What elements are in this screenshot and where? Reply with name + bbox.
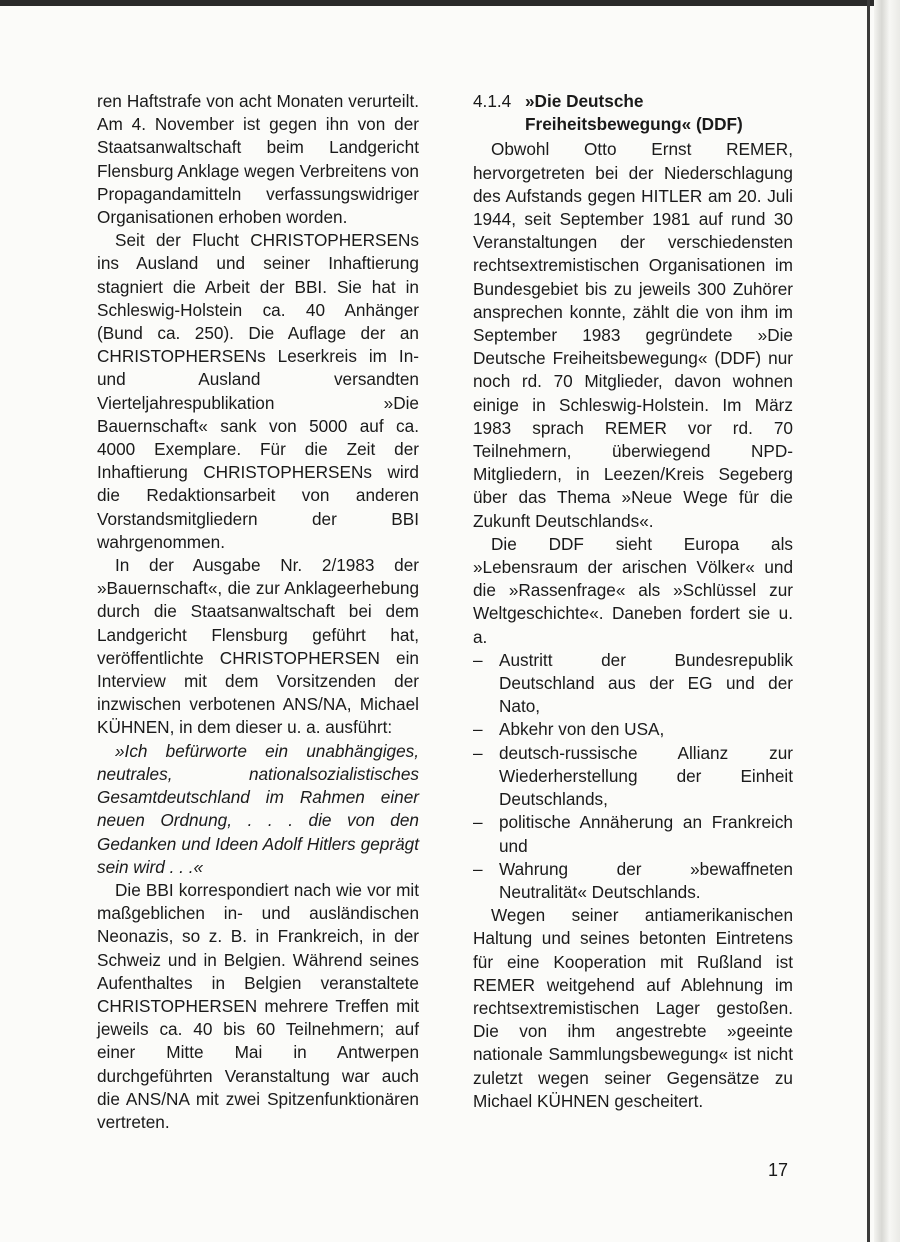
scan-right-edge bbox=[874, 0, 900, 1242]
left-paragraph-3: In der Ausgabe Nr. 2/1983 der »Bauernschaft«, die zur Anklageerhebung durch die Staatsanwaltschaft bei dem Landgericht Flensburg geführt hat, veröffentlichte CHRISTOPHERSEN ein Interview mit dem Vorsitzenden der inzwischen verbotenen ANS/NA, Michael KÜHNEN, in dem dieser u. a. ausführt: bbox=[97, 555, 419, 738]
demands-list bbox=[473, 649, 793, 904]
right-paragraph-1: Obwohl Otto Ernst REMER, hervorgetreten bei der Niederschlagung des Aufstands gegen HITLER am 20. Juli 1944, seit September 1981 auf rund 30 Veranstaltungen der verschiedensten rechtsextremistischen Organisationen im Bundesgebiet bis zu jeweils 300 Zuhörer ansprechen konnte, zählt die von ihm im September 1983 gegründete »Die Deutsche Freiheitsbewegung« (DDF) nur noch rd. 70 Mitglieder, davon wohnen einige in Schleswig-Holstein. Im März 1983 sprach REMER vor rd. 70 Teilnehmern, überwiegend NPD-Mitgliedern, in Leezen/Kreis Segeberg über das Thema »Neue Wege für die Zukunft Deutschlands«. bbox=[473, 139, 793, 531]
left-paragraph-1: ren Haftstrafe von acht Monaten verurteilt. Am 4. November ist gegen ihn von der Staatsanwaltschaft beim Landgericht Flensburg Anklage wegen Verbreitens von Propagandamitteln verfassungswidriger Organisationen erhoben worden. bbox=[97, 91, 419, 228]
scan-binding-line bbox=[867, 0, 870, 1242]
scan-top-edge bbox=[0, 0, 880, 6]
page-number: 17 bbox=[768, 1160, 789, 1180]
section-title: »Die Deutsche Freiheitsbewegung« (DDF) bbox=[525, 91, 743, 135]
list-item: – politische Annäherung an Frankreich und bbox=[473, 811, 793, 857]
interview-quote: »Ich befürworte ein unabhängiges, neutrales, nationalsozialistisches Gesamtdeutschland im Rahmen einer neuen Ordnung, . . . die von den Gedanken und Ideen Adolf Hitlers geprägt sein wird . . .« bbox=[97, 740, 419, 877]
list-item: – Wahrung der »bewaffneten Neutralität« Deutschlands. bbox=[473, 858, 793, 904]
left-paragraph-4: Die BBI korrespondiert nach wie vor mit maßgeblichen in- und ausländischen Neonazis, so z. B. in Frankreich, in der Schweiz und in Belgien. Während seines Aufenthaltes in Belgien veranstaltete CHRISTOPHERSEN mehrere Treffen mit jeweils ca. 40 bis 60 Teilnehmern; auf einer Mitte Mai in Antwerpen durchgeführten Veranstaltung war auch die ANS/NA mit zwei Spitzenfunktionären vertreten. bbox=[97, 879, 419, 1132]
left-column bbox=[97, 90, 419, 1134]
left-paragraph-2: Seit der Flucht CHRISTOPHERSENs ins Ausland und seiner Inhaftierung stagniert die Arbeit der BBI. Sie hat in Schleswig-Holstein ca. 40 Anhänger (Bund ca. 250). Die Auflage der an CHRISTOPHERSENs Leserkreis im In- und Ausland versandten Vierteljahrespublikation »Die Bauernschaft« sank von 5000 auf ca. 4000 Exemplare. Für die Zeit der Inhaftierung CHRISTOPHERSENs wird die Redaktionsarbeit von anderen Vorstandsmitgliedern der BBI wahrgenommen. bbox=[97, 230, 419, 552]
list-item: – Abkehr von den USA, bbox=[473, 718, 793, 741]
list-item: – Austritt der Bundesrepublik Deutschland aus der EG und der Nato, bbox=[473, 649, 793, 719]
section-number: 4.1.4 bbox=[473, 91, 512, 111]
list-item: – deutsch-russische Allianz zur Wiederherstellung der Einheit Deutschlands, bbox=[473, 742, 793, 812]
right-paragraph-2: Die DDF sieht Europa als »Lebensraum der arischen Völker« und die »Rassenfrage« als »Schlüssel zur Weltgeschichte«. Daneben fordert sie u. a. bbox=[473, 533, 793, 647]
right-paragraph-3: Wegen seiner antiamerikanischen Haltung und seines betonten Eintretens für eine Kooperation mit Rußland ist REMER weitgehend auf Ablehnung im rechtsextremistischen Lager gestoßen. Die von ihm angestrebte »geeinte nationale Sammlungsbewegung« ist nicht zuletzt wegen seiner Gegensätze zu Michael KÜHNEN gescheitert. bbox=[473, 905, 793, 1111]
right-column bbox=[473, 90, 793, 1113]
section-heading bbox=[473, 90, 793, 136]
